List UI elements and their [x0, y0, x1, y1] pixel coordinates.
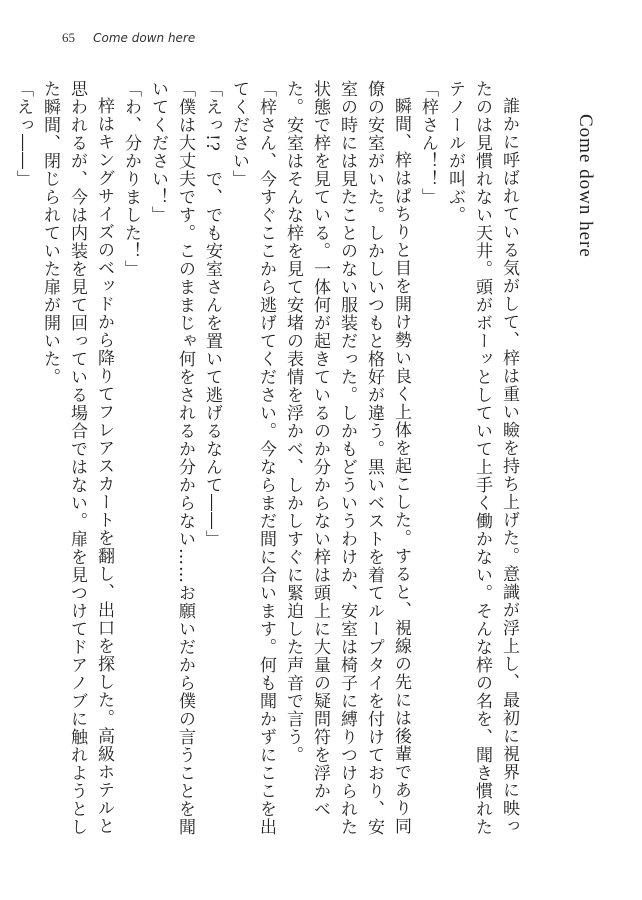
- paragraph: 誰かに呼ばれている気がして、梓は重い瞼を持ち上げた。意識が浮上し、最初に視界に映ったのは見慣れない天井。頭がボーッとしていて上手く働かない。そんな梓の名を、聞き慣れたテノールが叫ぶ。: [445, 80, 519, 836]
- chapter-title: Come down here: [575, 114, 596, 258]
- dialogue-line: 「えっ!? で、でも安室さんを置いて逃げるなんて――」: [202, 80, 222, 548]
- dialogue-line: 「梓さん！！」: [418, 80, 438, 206]
- dialogue-line: 「えっ――」: [13, 80, 33, 188]
- dialogue-line: 「僕は大丈夫です。このままじゃ何をされるか分からない……お願いだから僕の言うことを聞いてください！」: [148, 80, 195, 836]
- paragraph: 梓はキングサイズのベッドから降りてフレアスカートを翻し、出口を探した。高級ホテルと思われるが、今は内装を見て回っている場合ではない。扉を見つけてドアノブに触れようとした瞬間、閉じられていた扉が開いた。: [40, 80, 114, 836]
- vertical-text-body: [9, 80, 600, 840]
- dialogue-line: 「梓さん、今すぐここから逃げてください。今ならまだ間に合います。何も聞かずにここを出てください」: [229, 80, 276, 836]
- running-title: Come down here: [93, 31, 196, 45]
- dialogue-line: 「わ、分かりました！」: [121, 80, 141, 278]
- running-header: [62, 30, 195, 46]
- page-number: 65: [62, 30, 75, 45]
- paragraph: 瞬間、梓はぱちりと目を開け勢い良く上体を起こした。すると、視線の先には後輩であり同僚の安室がいた。しかしいつもと格好が違う。黒いベストを着てループタイを付けており、安室の時には見たことのない服装だった。しかもどういうわけか、安室は椅子に縛りつけられた状態で梓を見ている。一体何が起きているのか分からない梓は頭上に大量の疑問符を浮かべた。安室はそんな梓を見て安堵の表情を浮かべ、しかしすぐに緊迫した声音で言う。: [283, 80, 411, 836]
